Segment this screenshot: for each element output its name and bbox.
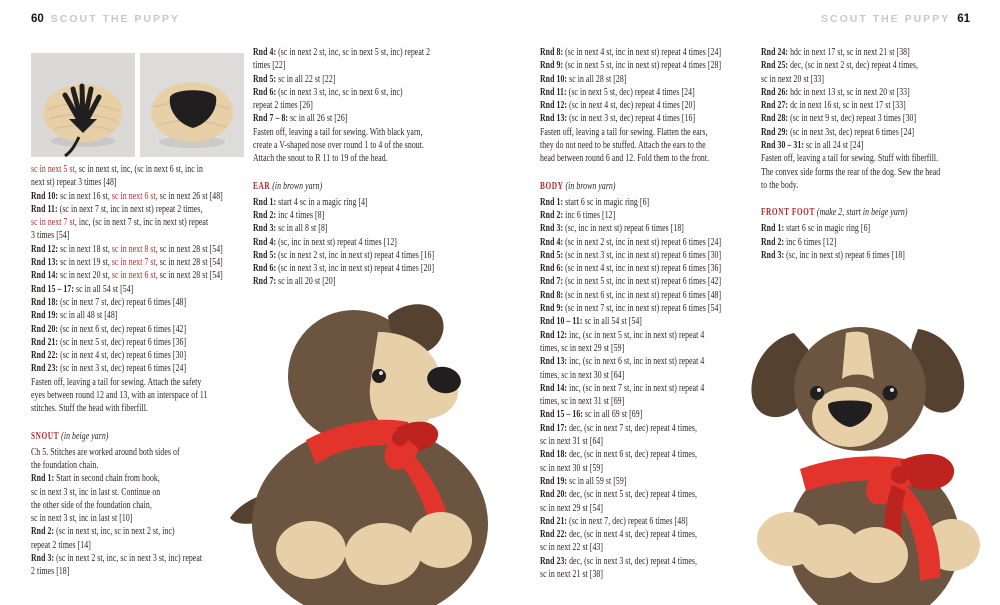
pattern-line: Rnd 5: (sc in next 2 st, inc in next st) repeat 4 times [16]	[253, 248, 435, 261]
pattern-line: Rnd 30 – 31: sc in all 24 st [24]	[761, 139, 864, 152]
pattern-line: Rnd 14: sc in next 20 st, sc in next 6 st, sc in next 28 st [54]	[31, 269, 223, 282]
pattern-line: Rnd 11: (sc in next 5 st, dec) repeat 4 times [24]	[540, 85, 695, 98]
puppy-front-paw-right	[844, 527, 908, 583]
pattern-line: they do not need to be stuffed. Attach the ears to the	[540, 139, 706, 152]
pattern-line: Rnd 13: sc in next 19 st, sc in next 7 st, sc in next 28 st [54]	[31, 256, 223, 269]
pattern-line: Ch 5. Stitches are worked around both sides of	[31, 445, 180, 458]
running-header-right	[821, 13, 970, 25]
pattern-line: Rnd 13: inc, (sc in next 6 st, inc in next st) repeat 4	[540, 355, 705, 368]
pattern-line: sc in next 7 st, inc, (sc in next 7 st, inc in next st) repeat	[31, 216, 209, 229]
pattern-line: Fasten off, leaving a tail for sewing. Flatten the ears,	[540, 125, 708, 138]
pattern-line: Rnd 27: dc in next 16 st, sc in next 17 st [33]	[761, 99, 906, 112]
pattern-line: Rnd 6: (sc in next 3 st, inc in next st) repeat 4 times [20]	[253, 262, 435, 275]
section-note: (make 2, start in beige yarn)	[814, 206, 908, 219]
running-title-right: SCOUT THE PUPPY	[821, 13, 951, 25]
pattern-line: Rnd 12: (sc in next 4 st, dec) repeat 4 times [20]	[540, 99, 696, 112]
pattern-line: Rnd 15 – 17: sc in all 54 st [54]	[31, 282, 134, 295]
pattern-line: Rnd 24: hdc in next 17 st, sc in next 21 st [38]	[761, 46, 910, 58]
pattern-line: Rnd 20: dec, (sc in next 5 st, dec) repeat 4 times,	[540, 488, 697, 501]
pattern-line: Rnd 22: dec, (sc in next 4 st, dec) repeat 4 times,	[540, 528, 697, 541]
pattern-line: Rnd 2: inc 4 times [8]	[253, 208, 325, 221]
pattern-line: times, sc in next 30 st [64]	[540, 368, 625, 381]
pattern-line: Rnd 3: (sc, inc in next st) repeat 6 times [18]	[540, 222, 684, 235]
pattern-line: Rnd 26: hdc in next 13 st, sc in next 20 st [33]	[761, 85, 910, 98]
pattern-line: Rnd 9: (sc in next 5 st, inc in next st) repeat 4 times [28]	[540, 59, 722, 72]
pattern-line: Rnd 4: (sc, inc in next st) repeat 4 times [12]	[253, 235, 397, 248]
pattern-line: Rnd 6: (sc in next 4 st, inc in next st) repeat 6 times [36]	[540, 262, 722, 275]
pattern-line: Rnd 29: (sc in next 3st, dec) repeat 6 times [24]	[761, 125, 915, 138]
pattern-column-1	[31, 163, 247, 579]
pattern-line: Rnd 1: start 6 sc in magic ring [6]	[761, 222, 871, 235]
pattern-line: Rnd 19: sc in all 59 st [59]	[540, 474, 627, 487]
pattern-line: 3 times [54]	[31, 229, 70, 242]
section-note: (in brown yarn)	[563, 179, 616, 192]
pattern-line: Rnd 18: dec, (sc in next 6 st, dec) repeat 4 times,	[540, 448, 697, 461]
running-title-left: SCOUT THE PUPPY	[50, 13, 180, 25]
pattern-line: times [22]	[253, 59, 286, 72]
pattern-line: repeat 2 times [14]	[31, 538, 91, 551]
pattern-line: Rnd 12: sc in next 18 st, sc in next 8 st, sc in next 28 st [54]	[31, 242, 223, 255]
pattern-column-2	[253, 46, 469, 289]
pattern-line: the other side of the foundation chain,	[31, 498, 152, 511]
pattern-line: Rnd 4: (sc in next 2 st, inc in next st) repeat 6 times [24]	[540, 235, 722, 248]
page-number-left: 60	[31, 13, 44, 25]
section-title: BODY	[540, 180, 564, 192]
pattern-line: Rnd 2: inc 6 times [12]	[761, 235, 837, 248]
pattern-line: Rnd 11: (sc in next 7 st, inc in next st) repeat 2 times,	[31, 202, 203, 215]
pattern-line: Rnd 7: sc in all 20 st [20]	[253, 275, 336, 288]
snout-step-illustration-1	[31, 53, 135, 157]
section-title: SNOUT	[31, 430, 60, 442]
pattern-line: sc in next 29 st [54]	[540, 501, 604, 514]
pattern-line: Fasten off, leaving a tail for sewing. Attach the safety	[31, 375, 202, 388]
pattern-line: Rnd 15 – 16: sc in all 69 st [69]	[540, 408, 643, 421]
pattern-line: 2 times [18]	[31, 565, 70, 578]
pattern-line: Rnd 3: sc in all 8 st [8]	[253, 222, 328, 235]
pattern-line: repeat 2 times [26]	[253, 99, 313, 112]
pattern-line: Rnd 3: (sc, inc in next st) repeat 6 times [18]	[761, 248, 905, 261]
section-title: EAR	[253, 180, 271, 192]
pattern-line: Rnd 2: (sc in next st, inc, sc in next 2 st, inc)	[31, 525, 175, 538]
pattern-line: Rnd 10 – 11: sc in all 54 st [54]	[540, 315, 642, 328]
puppy-side-photo	[228, 292, 528, 605]
pattern-line: Rnd 19: sc in all 48 st [48]	[31, 309, 118, 322]
puppy-front-photo	[742, 293, 1000, 605]
pattern-line: the foundation chain.	[31, 458, 99, 471]
ribbon-knot	[891, 466, 909, 484]
pattern-line: sc in next 3 st, inc in last st [10]	[31, 512, 133, 525]
section-heading	[253, 180, 469, 194]
pattern-line: Rnd 28: (sc in next 9 st, dec) repeat 3 times [30]	[761, 112, 917, 125]
pattern-line: Rnd 5: (sc in next 3 st, inc in next st) repeat 6 times [30]	[540, 248, 722, 261]
pattern-column-3	[540, 46, 756, 581]
ribbon-knot	[392, 430, 408, 446]
pattern-line: sc in next 3 st, inc in last st. Continue on	[31, 485, 161, 498]
pattern-line: Fasten off, leaving a tail for sewing. Stuff with fiberfill.	[761, 152, 939, 165]
puppy-front-foot	[410, 512, 472, 568]
pattern-line: sc in next 31 st [64]	[540, 435, 604, 448]
pattern-line: Rnd 7 – 8: sc in all 26 st [26]	[253, 112, 348, 125]
pattern-line: Rnd 1: Start in second chain from hook,	[31, 472, 160, 485]
snout-photo-2	[140, 53, 244, 157]
pattern-line: Rnd 2: inc 6 times [12]	[540, 208, 616, 221]
pattern-line: Rnd 4: (sc in next 2 st, inc, sc in next 5 st, inc) repeat 2	[253, 46, 431, 58]
pattern-line: Rnd 21: (sc in next 5 st, dec) repeat 6 times [36]	[31, 335, 187, 348]
pattern-line: The convex side forms the rear of the dog. Sew the head	[761, 165, 941, 178]
pattern-line: Rnd 7: (sc in next 5 st, inc in next st) repeat 6 times [42]	[540, 275, 722, 288]
pattern-line: sc in next 5 st, sc in next st, inc, (sc in next 6 st, inc in	[31, 163, 203, 175]
pattern-line: sc in next 20 st [33]	[761, 72, 825, 85]
section-heading	[31, 430, 247, 444]
pattern-line: Fasten off, leaving a tail for sewing. With black yarn,	[253, 125, 423, 138]
pattern-line: Rnd 25: dec, (sc in next 2 st, dec) repeat 4 times,	[761, 59, 918, 72]
pattern-line: Rnd 23: (sc in next 3 st, dec) repeat 6 times [24]	[31, 362, 187, 375]
pattern-line: to the body.	[761, 178, 799, 191]
pattern-line: Rnd 1: start 6 sc in magic ring [6]	[540, 195, 650, 208]
pattern-line: times, sc in next 29 st [59]	[540, 341, 625, 354]
pattern-line: sc in next 22 st [43]	[540, 541, 604, 554]
pattern-column-4	[761, 46, 977, 262]
pattern-line: head between round 6 and 12. Fold them to the front.	[540, 152, 710, 165]
pattern-line: Rnd 9: (sc in next 7 st, inc in next st) repeat 6 times [54]	[540, 302, 722, 315]
pattern-line: Rnd 21: (sc in next 7, dec) repeat 6 times [48]	[540, 514, 688, 527]
pattern-line: stitches. Stuff the head with fiberfill.	[31, 402, 148, 415]
pattern-line: Rnd 6: (sc in next 3 st, inc, sc in next 6 st, inc)	[253, 85, 403, 98]
puppy-side-illustration	[228, 292, 528, 605]
pattern-line: Rnd 1: start 4 sc in a magic ring [4]	[253, 195, 368, 208]
section-title: FRONT FOOT	[761, 207, 815, 219]
pattern-line: eyes between round 12 and 13, with an interspace of 11	[31, 389, 208, 402]
pattern-line: Rnd 8: (sc in next 4 st, inc in next st) repeat 4 times [24]	[540, 46, 722, 58]
pattern-line: Rnd 5: sc in all 22 st [22]	[253, 72, 336, 85]
section-heading	[540, 180, 756, 194]
puppy-hind-foot	[276, 521, 346, 579]
pattern-line: Rnd 18: (sc in next 7 st, dec) repeat 6 times [48]	[31, 295, 187, 308]
pattern-line: sc in next 30 st [59]	[540, 461, 604, 474]
puppy-eye	[372, 369, 386, 383]
pattern-line: Rnd 8: (sc in next 6 st, inc in next st) repeat 6 times [48]	[540, 288, 722, 301]
pattern-line: Rnd 12: inc, (sc in next 5 st, inc in next st) repeat 4	[540, 328, 705, 341]
pattern-line: Rnd 10: sc in next 16 st, sc in next 6 st, sc in next 26 st [48]	[31, 189, 223, 202]
puppy-eye-right	[883, 386, 898, 401]
pattern-line: Rnd 17: dec, (sc in next 7 st, dec) repeat 4 times,	[540, 421, 697, 434]
pattern-line: Rnd 23: dec, (sc in next 3 st, dec) repeat 4 times,	[540, 554, 697, 567]
pattern-line: Rnd 14: inc, (sc in next 7 st, inc in next st) repeat 4	[540, 381, 705, 394]
puppy-eye-left	[810, 386, 824, 400]
section-note: (in beige yarn)	[59, 429, 109, 442]
section-note: (in brown yarn)	[270, 179, 323, 192]
page-number-right: 61	[957, 13, 970, 25]
pattern-line: Attach the snout to R 11 to 19 of the head.	[253, 152, 388, 165]
running-header-left	[31, 13, 180, 25]
puppy-front-illustration	[742, 293, 1000, 605]
pattern-line: Rnd 3: (sc in next 2 st, inc, sc in next 3 st, inc) repeat	[31, 552, 203, 565]
pattern-line: create a V-shaped nose over round 1 to 4 of the snout.	[253, 139, 424, 152]
pattern-line: Rnd 13: (sc in next 3 st, dec) repeat 4 times [16]	[540, 112, 696, 125]
snout-step-illustration-2	[140, 53, 244, 157]
snout-photo-1	[31, 53, 135, 157]
pattern-line: Rnd 10: sc in all 28 st [28]	[540, 72, 627, 85]
pattern-line: Rnd 22: (sc in next 4 st, dec) repeat 6 times [30]	[31, 349, 187, 362]
pattern-line: sc in next 21 st [38]	[540, 567, 604, 580]
pattern-line: next st) repeat 3 times [48]	[31, 176, 117, 189]
puppy-front-foot	[345, 523, 421, 585]
pattern-line: Rnd 20: (sc in next 6 st, dec) repeat 6 times [42]	[31, 322, 187, 335]
pattern-line: times, sc in next 31 st [69]	[540, 395, 625, 408]
section-heading	[761, 206, 977, 220]
